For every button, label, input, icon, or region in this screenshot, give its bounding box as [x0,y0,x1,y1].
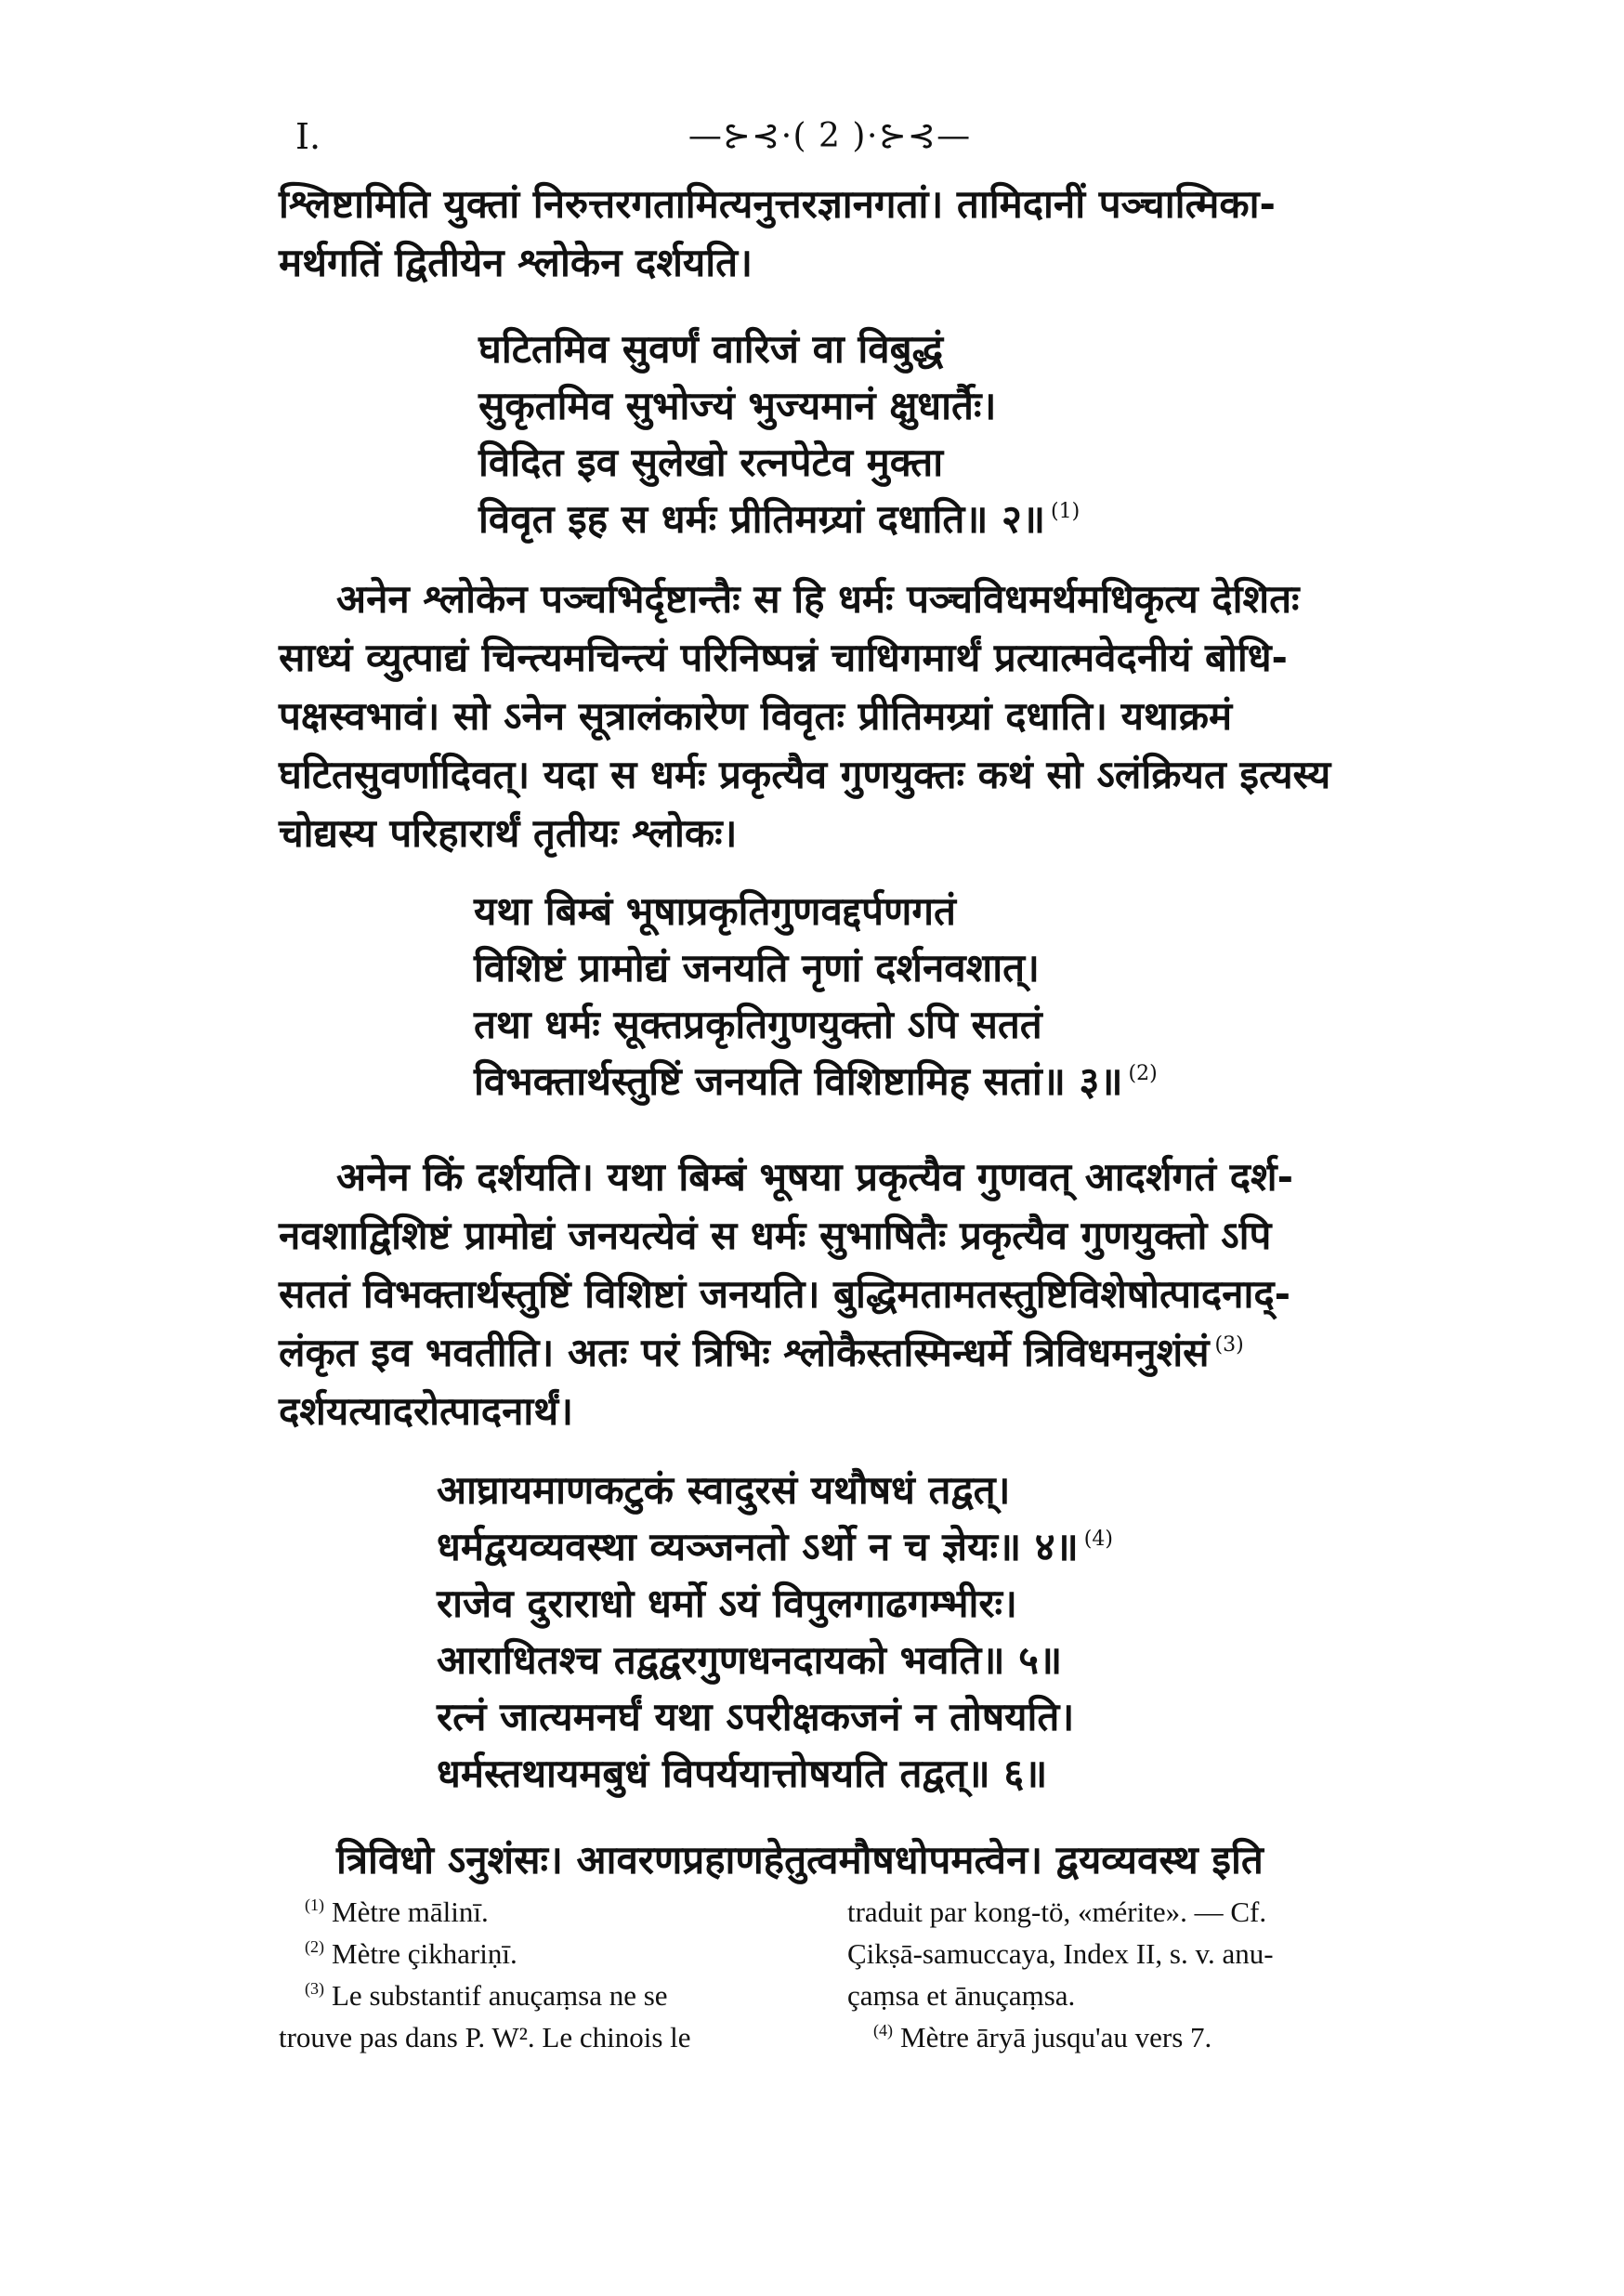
paragraph-3 [279,1148,1412,1440]
text-line: सततं विभक्तार्थस्तुष्टिं विशिष्टां जनयति। बुद्धिमतामतस्तुष्टिविशेषोत्पादनाद्- [279,1271,1291,1317]
footnote-mark: (3) [305,1979,324,1998]
footnote-text: çaṃsa et ānuçaṃsa. [847,1979,1076,2012]
verse-2 [478,321,1080,547]
verse-line: धर्मस्तथायमबुधं विपर्ययात्तोषयति तद्वत्॥ ६॥ [437,1751,1048,1796]
text-line: अनेन श्लोकेन पञ्चभिर्दृष्टान्तैः स हि धर्मः पञ्चविधमर्थमधिकृत्य देशितः [336,576,1300,622]
footnote-ref: (3) [1214,1333,1244,1357]
verse-line: रत्नं जात्यमनर्घं यथा ऽपरीक्षकजनं न तोषयति। [437,1694,1075,1739]
text-line: अनेन किं दर्शयति। यथा बिम्बं भूषया प्रकृत्यैव गुणवत् आदर्शगतं दर्श- [336,1154,1294,1200]
text-line: त्रिविधो ऽनुशंसः। आवरणप्रहाणहेतुत्वमौषधोपमत्वेन। द्वयव्यवस्थ इति [336,1837,1264,1883]
verse-line: आराधितश्च तद्वद्वरगुणधनदायको भवति॥ ५॥ [437,1637,1063,1683]
footnote [847,2016,1368,2058]
text-line: दर्शयत्यादरोत्पादनार्थं। [279,1388,574,1434]
verse-text: विवृत इह स धर्मः प्रीतिमग्र्यां दधाति॥ २॥ [478,496,1046,542]
text-line: पक्षस्वभावं। सो ऽनेन सूत्रालंकारेण विवृतः प्रीतिमग्र्यां दधाति। यथाक्रमं [279,693,1233,739]
verse-line: तथा धर्मः सूक्तप्रकृतिगुणयुक्तो ऽपि सततं [474,1002,1042,1047]
verse-line: विदित इव सुलेखो रत्नपेटेव मुक्ता [478,440,944,485]
footnote-text: trouve pas dans P. W². Le chinois le [279,2021,691,2053]
footnote [279,1975,799,2016]
verse-line: सुकृतमिव सुभोज्यं भुज्यमानं क्षुधार्तैः। [478,383,997,428]
footnote [279,1933,799,1975]
footnote-text: Mètre mālinī. [332,1896,489,1928]
text-line: साध्यं व्युत्पाद्यं चिन्त्यमचिन्त्यं परिनिष्पन्नं चाधिगमार्थं प्रत्यात्मवेदनीयं बोधि- [279,635,1288,680]
verse-3 [474,883,1158,1109]
footnote-continuation [847,1933,1368,1975]
footnote-ref: (1) [1051,500,1080,523]
verse-4-6 [437,1462,1113,1802]
verse-line: राजेव दुराराधो धर्मो ऽयं विपुलगाढगम्भीरः। [437,1581,1017,1626]
footnote-mark: (1) [305,1896,324,1914]
footnote-text: Le substantif anuçaṃsa ne se [332,1979,668,2012]
footnotes-left-column [279,1891,799,2058]
footnote-text: Mètre çikhariṇī. [332,1937,517,1970]
footnote-continuation [279,2016,799,2058]
verse-text: विभक्तार्थस्तुष्टिं जनयति विशिष्टामिह सतां॥ ३॥ [474,1058,1123,1104]
footnotes [279,1891,1394,2132]
text-line: मर्थगतिं द्वितीयेन श्लोकेन दर्शयति। [279,240,753,285]
verse-line [474,1053,1158,1109]
verse-line [478,491,1080,547]
footnote-text: Çikṣā-samuccaya, Index II, s. v. anu- [847,1937,1274,1970]
text-line: नवशाद्विशिष्टं प्रामोद्यं जनयत्येवं स धर्मः सुभाषितैः प्रकृत्यैव गुणयुक्तो ऽपि [279,1213,1272,1258]
text-line: चोद्यस्य परिहारार्थं तृतीयः श्लोकः। [279,810,738,856]
footnote-continuation [847,1975,1368,2016]
footnote-text: Mètre āryā jusqu'au vers 7. [900,2021,1212,2053]
footnote-ref: (2) [1128,1062,1158,1085]
verse-text: धर्मद्वयव्यवस्था व्यञ्जनतो ऽर्थो न च ज्ञेयः॥ ४॥ [437,1524,1079,1569]
verse-line: यथा बिम्बं भूषाप्रकृतिगुणवद्दर्पणगतं [474,888,956,934]
text-line: श्लिष्टामिति युक्तां निरुत्तरगतामित्यनुत्तरज्ञानगतां। तामिदानीं पञ्चात्मिका- [279,181,1276,227]
page-number: —⊱⊰⋅( 2 )⋅⊱⊰— [688,117,972,155]
footnote-text: traduit par kong-tö, «mérite». — Cf. [847,1896,1267,1928]
footnote-mark: (4) [873,2021,893,2040]
sheet-mark: I. [295,116,321,157]
footnote-mark: (2) [305,1937,324,1956]
text-line: घटितसुवर्णादिवत्। यदा स धर्मः प्रकृत्यैव गुणयुक्तः कथं सो ऽलंक्रियत इत्यस्य [279,752,1331,797]
verse-line: घटितमिव सुवर्णं वारिजं वा विबुद्धं [478,326,944,372]
page-header [295,113,1364,160]
verse-line: आघ्रायमाणकटुकं स्वादुरसं यथौषधं तद्वत्। [437,1467,1011,1513]
paragraph-4 [279,1830,1412,1889]
footnote-ref: (4) [1083,1528,1113,1551]
footnotes-right-column [847,1891,1368,2058]
verse-line: विशिष्टं प्रामोद्यं जनयति नृणां दर्शनवशात्। [474,945,1040,991]
paragraph-2 [279,570,1412,862]
paragraph-1 [279,175,1412,292]
footnote [279,1891,799,1933]
footnote-continuation [847,1891,1368,1933]
text-line: लंकृत इव भवतीति। अतः परं त्रिभिः श्लोकैस्तस्मिन्धर्मे त्रिविधमनुशंसं [279,1330,1210,1375]
